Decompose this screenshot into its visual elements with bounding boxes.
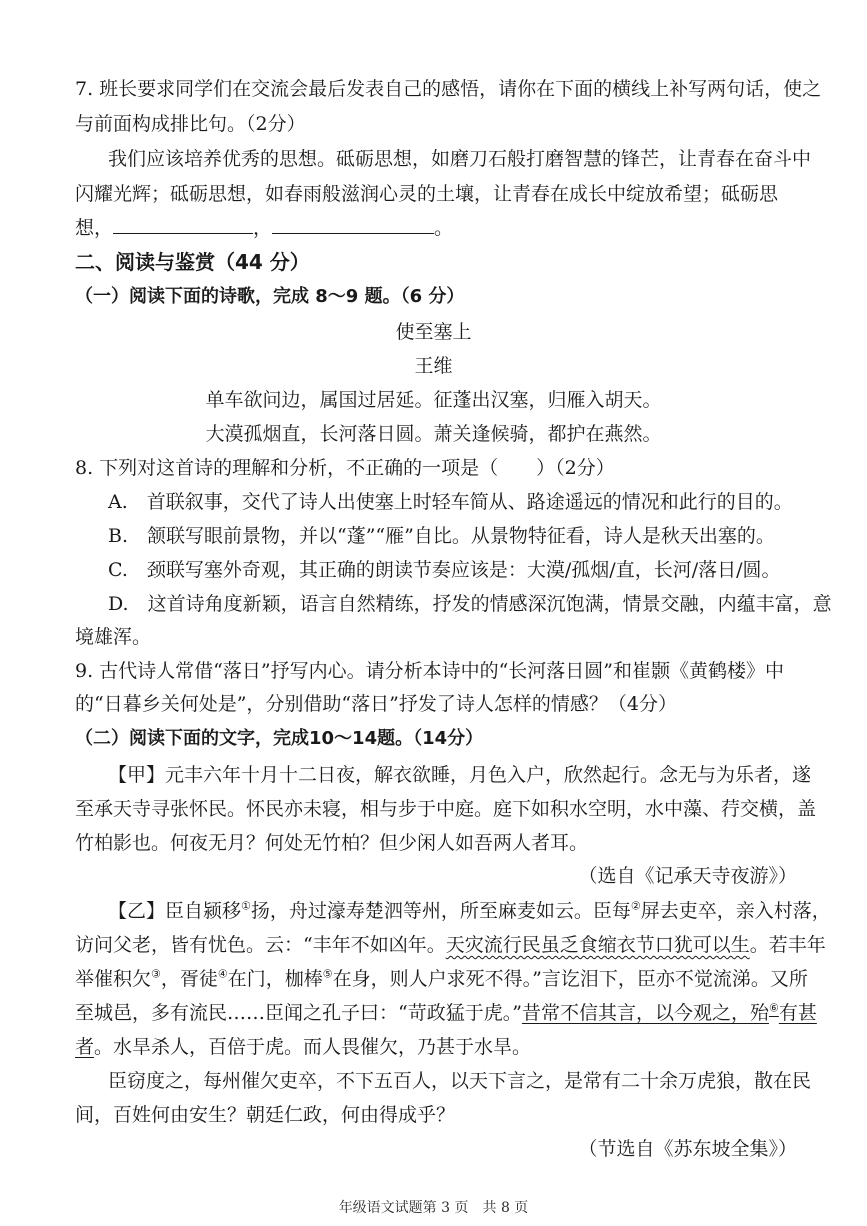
jia-line1: 【甲】元丰六年十月十二日夜，解衣欲睡，月色入户，欣然起行。念无与为乐者，遂 bbox=[108, 764, 812, 786]
section2-heading: 二、阅读与鉴赏（44 分） bbox=[75, 250, 310, 274]
q9-line2: 的“日暮乡关何处是”，分别借助“落日”抒发了诗人怎样的情感？（4分） bbox=[75, 693, 677, 715]
yi-line4 bbox=[75, 1001, 817, 1025]
underlined-sentence-part1: 昔常不信其言，以今观之，殆 bbox=[521, 1002, 769, 1024]
yi-l2-a: 访问父老，皆有忧色。云：“丰年不如凶年。 bbox=[75, 934, 446, 956]
yi-l4-a: 至城邑，多有流民……臣闻之孔子曰：“苛政猛于虎。” bbox=[75, 1002, 522, 1024]
yi-l3-a: 举催积欠 bbox=[75, 968, 152, 990]
footnote-5: ⑤ bbox=[322, 967, 333, 981]
poem-author: 王维 bbox=[414, 355, 453, 377]
q8-option-d-cont: 境雄浑。 bbox=[75, 626, 152, 648]
q7-line2: 与前面构成排比句。（2分） bbox=[75, 113, 306, 135]
yi-l2-b: 。若丰年 bbox=[749, 934, 826, 956]
yi-l3-b: ，胥徒 bbox=[160, 968, 218, 990]
yi-line5 bbox=[75, 1035, 805, 1059]
underlined-sentence-part3: 者 bbox=[75, 1036, 95, 1058]
yi-l1-a: 【乙】臣自颍移 bbox=[108, 900, 242, 922]
answer-blank-1[interactable] bbox=[113, 215, 253, 234]
footnote-6: ⑥ bbox=[768, 1001, 779, 1015]
page-footer: 年级语文试题第 3 页 共 8 页 bbox=[338, 1200, 529, 1216]
part2-heading: （二）阅读下面的文字，完成10～14题。（14分） bbox=[75, 728, 484, 749]
q7-para3 bbox=[75, 215, 805, 240]
footnote-3: ③ bbox=[151, 967, 161, 981]
q7-para3-mid: ， bbox=[253, 217, 273, 239]
yi-l1-c: 屏去吏卒，亲入村落， bbox=[640, 900, 831, 922]
q7-para3-end: 。 bbox=[434, 217, 454, 239]
part1-heading: （一）阅读下面的诗歌，完成 8～9 题。（6 分） bbox=[75, 286, 465, 307]
footnote-2: ② bbox=[630, 899, 641, 913]
jia-source: （选自《记承天寺夜游》） bbox=[578, 865, 797, 887]
poem-line2: 大漠孤烟直，长河落日圆。萧关逢候骑，都护在燕然。 bbox=[205, 423, 662, 445]
q9-line1: 9. 古代诗人常借“落日”抒写内心。请分析本诗中的“长河落日圆”和崔颢《黄鹤楼》中 bbox=[75, 660, 785, 682]
yi-line6: 臣窃度之，每州催欠吏卒，不下五百人，以天下言之，是常有二十余万虎狼，散在民 bbox=[108, 1070, 812, 1092]
q8-stem: 8. 下列对这首诗的理解和分析，不正确的一项是（ ）（2分） bbox=[75, 457, 615, 479]
answer-blank-2[interactable] bbox=[272, 215, 434, 234]
q7-para1: 我们应该培养优秀的思想。砥砺思想，如磨刀石般打磨智慧的锋芒，让青春在奋斗中 bbox=[108, 148, 812, 170]
yi-line7: 间，百姓何由安生？朝廷仁政，何由得成乎？ bbox=[75, 1104, 456, 1126]
yi-source: （节选自《苏东坡全集》） bbox=[578, 1138, 797, 1160]
yi-l5-a: 。水旱杀人，百倍于虎。而人畏催欠，乃甚于水旱。 bbox=[94, 1036, 532, 1058]
yi-line1 bbox=[108, 899, 838, 923]
poem-title: 使至塞上 bbox=[395, 321, 472, 343]
footnote-4: ④ bbox=[217, 967, 228, 981]
jia-line2: 至承天寺寻张怀民。怀民亦未寝，相与步于中庭。庭下如积水空明，水中藻、荇交横，盖 bbox=[75, 798, 817, 820]
q7-para3-start: 想， bbox=[75, 217, 114, 239]
jia-line3: 竹柏影也。何夜无月？何处无竹柏？但少闲人如吾两人者耳。 bbox=[75, 832, 589, 854]
yi-l1-b: 扬，舟过濠寿楚泗等州，所至麻麦如云。臣每 bbox=[250, 900, 631, 922]
q7-para2: 闪耀光辉；砥砺思想，如春雨般滋润心灵的土壤，让青春在成长中绽放希望；砥砺思 bbox=[75, 183, 779, 205]
q8-option-d[interactable]: D. 这首诗角度新颖，语言自然精练，抒发的情感深沉饱满，情景交融，内蕴丰富，意 bbox=[108, 593, 832, 615]
yi-line2 bbox=[75, 933, 826, 957]
poem-line1: 单车欲问边，属国过居延。征蓬出汉塞，归雁入胡天。 bbox=[205, 389, 662, 411]
q7-line1: 7. 班长要求同学们在交流会最后发表自己的感悟，请你在下面的横线上补写两句话，使之 bbox=[75, 78, 822, 100]
q8-option-b[interactable]: B. 颔联写眼前景物，并以“蓬”“雁”自比。从景物特征看，诗人是秋天出塞的。 bbox=[108, 525, 775, 547]
q8-option-c[interactable]: C. 颈联写塞外奇观，其正确的朗读节奏应该是：大漠/孤烟/直，长河/落日/圆。 bbox=[108, 559, 781, 581]
yi-l3-d: 在身，则人户求死不得。”言讫泪下，臣亦不觉流涕。又所 bbox=[332, 968, 808, 990]
footnote-1: ① bbox=[241, 899, 251, 913]
underlined-sentence-part2: 有甚 bbox=[778, 1002, 817, 1024]
q8-option-a[interactable]: A. 首联叙事，交代了诗人出使塞上时轻车简从、路途遥远的情况和此行的目的。 bbox=[108, 491, 793, 513]
wavy-underlined-sentence: 天灾流行民虽乏食缩衣节口犹可以生 bbox=[445, 934, 750, 956]
yi-l3-c: 在门，枷棒 bbox=[227, 968, 323, 990]
yi-line3 bbox=[75, 967, 808, 991]
